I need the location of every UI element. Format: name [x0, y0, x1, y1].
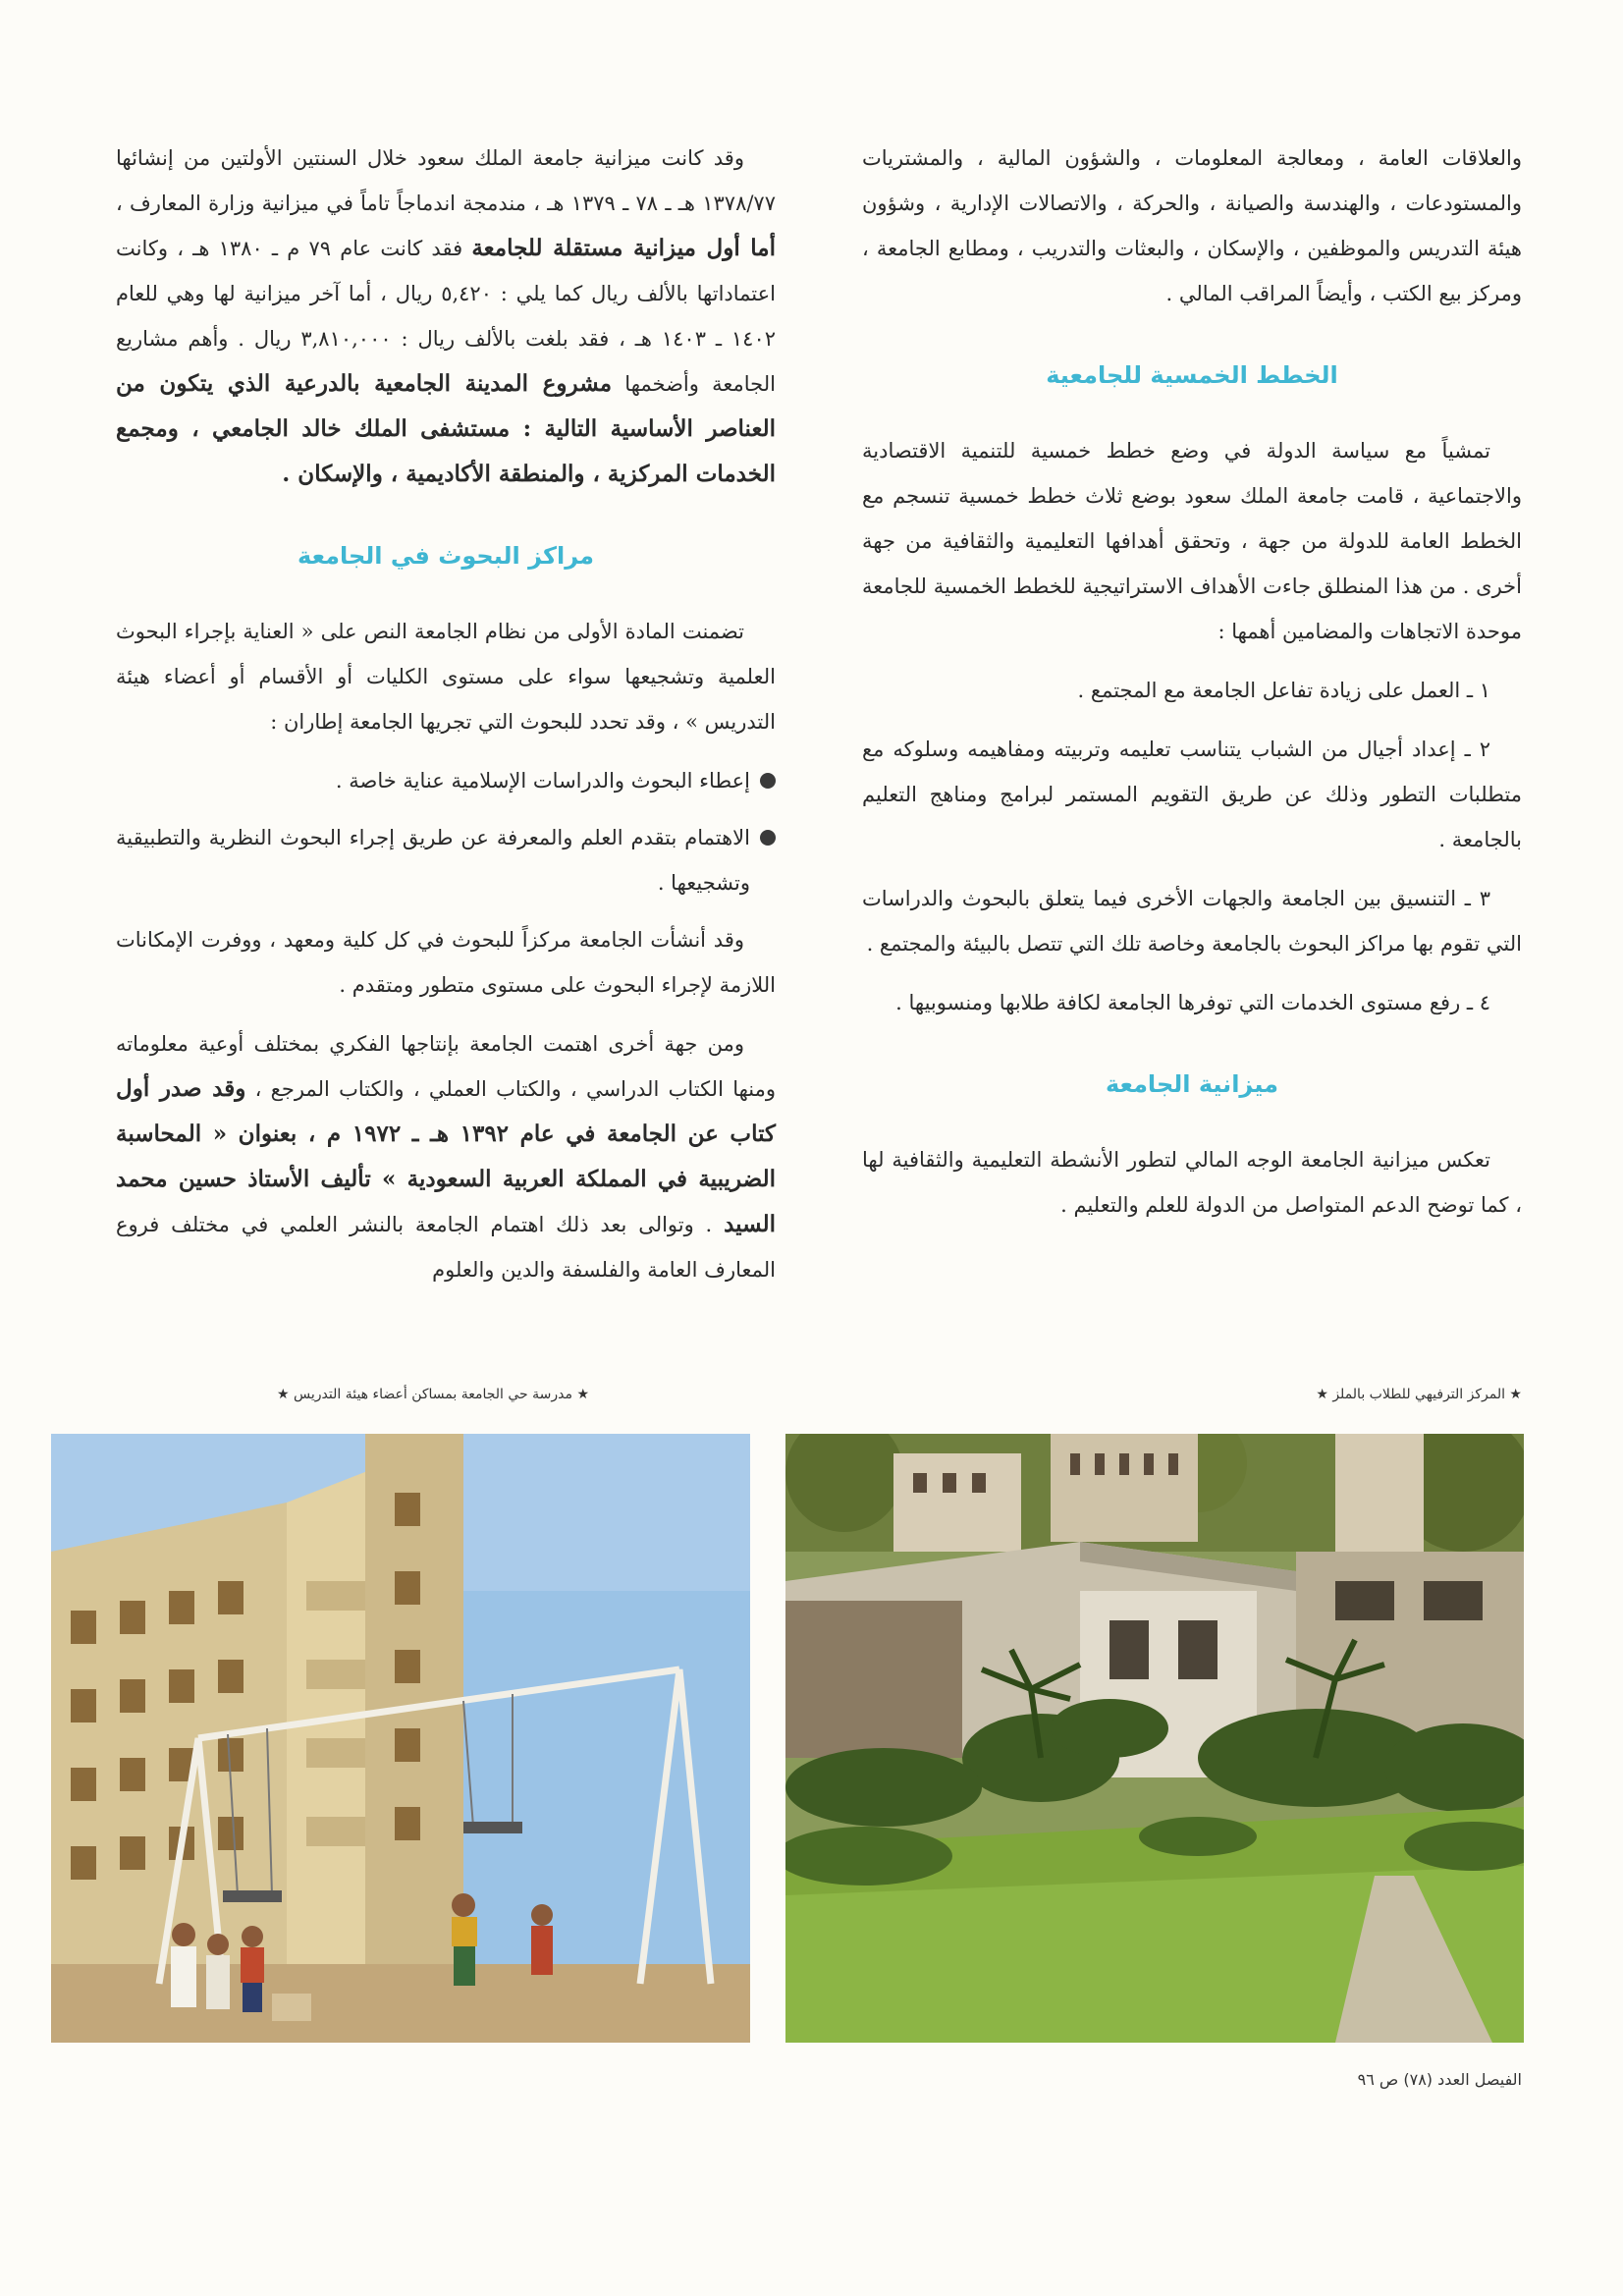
plan-item-1: ١ ـ العمل على زيادة تفاعل الجامعة مع المجتمع . [1077, 679, 1490, 702]
photo-caption-right: ★ المركز الترفيهي للطلاب بالملز ★ [1316, 1387, 1522, 1402]
paragraph-centers: وقد أنشأت الجامعة مركزاً للبحوث في كل كلية ومعهد ، ووفرت الإمكانات اللازمة لإجراء البحوث على مستوى متطور ومتقدم . [116, 928, 776, 997]
bullet-text-2: الاهتمام بتقدم العلم والمعرفة عن طريق إجراء البحوث النظرية والتطبيقية وتشجيعها . [116, 826, 750, 895]
budget-history-bold: أما أول ميزانية مستقلة للجامعة [471, 235, 776, 261]
first-book-bold: وقد صدر أول كتاب عن الجامعة في عام ١٣٩٢ هـ ـ ١٩٧٢ م ، بعنوان « المحاسبة الضريبية في المملكة العربية السعودية » تأليف الأستاذ حسين محمد السيد [116, 1075, 776, 1237]
publishing-text: ومن جهة أخرى اهتمت الجامعة بإنتاجها الفكري بمختلف أوعية معلوماته ومنها الكتاب الدراسي ، والكتاب العملي ، والكتاب المرجع ، [116, 1032, 776, 1101]
paragraph-budget-history [116, 136, 776, 497]
paragraph-research: تضمنت المادة الأولى من نظام الجامعة النص على « العناية بإجراء البحوث العلمية وتشجيعها سواء على مستوى الكليات أو الأقسام أو أعضاء هيئة التدريس » ، وقد تحدد للبحوث التي تجريها الجامعة إطاران : [116, 620, 776, 734]
paragraph-budget: تعكس ميزانية الجامعة الوجه المالي لتطور الأنشطة التعليمية والثقافية لها ، كما توضح الدعم المتواصل من الدولة للعلم والتعليم . [862, 1148, 1522, 1217]
heading-budget: ميزانية الجامعة [1105, 1070, 1279, 1098]
budget-history-text-2: فقد كانت عام ٧٩ م ـ ١٣٨٠ هـ ، وكانت اعتماداتها بالألف ريال كما يلي : ٥,٤٢٠ ريال ، أما آخر ميزانية لها وهي للعام ١٤٠٢ ـ ١٤٠٣ هـ ، فقد بلغت بالألف ريال : ٣,٨١٠,٠٠٠ ريال . وأهم مشاريع الجامعة وأضخمها [116, 237, 777, 396]
right-column [862, 136, 1522, 1241]
heading-research-centers: مراكز البحوث في الجامعة [298, 542, 594, 570]
bullet-item-2 [116, 815, 776, 905]
plan-item-2: ٢ ـ إعداد أجيال من الشباب يتناسب تعليمه وتربيته ومفاهيمه وسلوكه مع متطلبات التطور وذلك عن طريق التقويم المستمر لبرامج ومناهج التعليم بالجامعة . [862, 738, 1522, 851]
bullet-text-1: إعطاء البحوث والدراسات الإسلامية عناية خاصة . [335, 769, 750, 793]
school-playground-photo [51, 1434, 750, 2043]
bullet-dot-icon [760, 830, 776, 846]
plan-item-3: ٣ ـ التنسيق بين الجامعة والجهات الأخرى فيما يتعلق بالبحوث والدراسات التي تقوم بها مراكز البحوث بالجامعة وخاصة تلك التي تتصل بالبيئة والمجتمع . [862, 887, 1522, 956]
project-bold: مشروع المدينة الجامعية بالدرعية الذي يتكون من العناصر الأساسية التالية : مستشفى الملك خالد الجامعي ، ومجمع الخدمات المركزية ، والمنطقة الأكاديمية ، والإسكان . [116, 370, 776, 487]
page-footer: الفيصل العدد (٧٨) ص ٩٦ [1357, 2070, 1522, 2089]
paragraph-plans: تمشياً مع سياسة الدولة في وضع خطط خمسية للتنمية الاقتصادية والاجتماعية ، قامت جامعة الملك سعود بوضع ثلاث خطط خمسية تنسجم مع الخطط العامة للدولة من جهة ، وتحقق أهدافها التعليمية والثقافية من جهة أخرى . من هذا المنطلق جاءت الأهداف الاستراتيجية للخطط الخمسية للجامعة موحدة الاتجاهات والمضامين أهمها : [862, 439, 1522, 643]
heading-five-year-plans: الخطط الخمسية للجامعية [1046, 361, 1338, 389]
left-column [116, 136, 776, 1306]
recreation-center-photo [785, 1434, 1524, 2043]
paragraph-publishing [116, 1021, 776, 1292]
school-playground-illustration [51, 1434, 750, 2043]
plan-item-4: ٤ ـ رفع مستوى الخدمات التي توفرها الجامعة لكافة طلابها ومنسوبيها . [895, 991, 1490, 1014]
photo-caption-left: ★ مدرسة حي الجامعة بمساكن أعضاء هيئة التدريس ★ [277, 1387, 589, 1402]
paragraph-departments: والعلاقات العامة ، ومعالجة المعلومات ، والشؤون المالية ، والمشتريات والمستودعات ، والهندسة والصيانة ، والحركة ، والاتصالات الإدارية ، وشؤون هيئة التدريس والموظفين ، والإسكان ، والبعثات والتدريب ، ومطابع الجامعة ، ومركز بيع الكتب ، وأيضاً المراقب المالي . [862, 146, 1522, 305]
budget-history-text: وقد كانت ميزانية جامعة الملك سعود خلال السنتين الأولتين من إنشائها ١٣٧٨/٧٧ هـ ـ ٧٨ ـ ١٣٧٩ هـ ، مندمجة اندماجاً تاماً في ميزانية وزارة المعارف ، [116, 146, 776, 215]
recreation-center-illustration [785, 1434, 1524, 2043]
publishing-end: . وتوالى بعد ذلك اهتمام الجامعة بالنشر العلمي في مختلف فروع المعارف العامة والفلسفة والدين والعلوم [116, 1213, 776, 1282]
bullet-dot-icon [760, 773, 776, 789]
bullet-item-1 [116, 758, 776, 803]
